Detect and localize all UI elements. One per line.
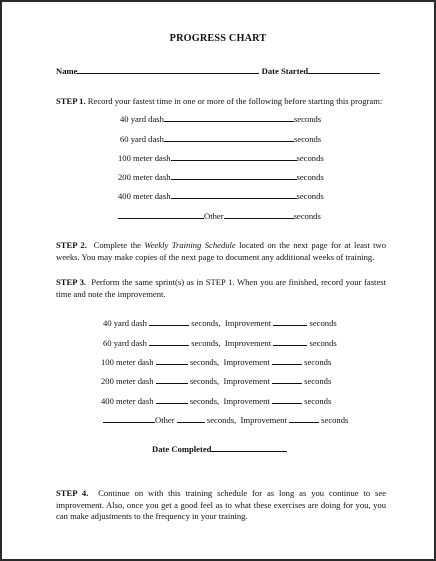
step1-time-field[interactable]: [171, 172, 297, 180]
step3-improvement-field[interactable]: [273, 338, 307, 346]
step4-label: STEP 4.: [56, 488, 89, 498]
step1-time-field[interactable]: [224, 211, 294, 219]
step3-improvement-label: Improvement: [223, 376, 270, 386]
step3-time-field[interactable]: [149, 318, 189, 326]
step1-row: [120, 134, 321, 144]
step3-row: [101, 357, 331, 367]
step3-unit: seconds: [309, 318, 337, 328]
step3-unit: seconds: [304, 357, 332, 367]
step3-paragraph: [56, 277, 386, 300]
page-title: PROGRESS CHART: [169, 33, 267, 44]
step1-row: [118, 211, 321, 221]
step3-time-field[interactable]: [156, 396, 188, 404]
step3-unit: seconds: [304, 376, 332, 386]
step3-improvement-label: Improvement: [224, 338, 272, 348]
step2-label: STEP 2.: [56, 240, 87, 250]
step3-row-label: 100 meter dash: [101, 357, 154, 367]
step4-text: Continue on with this training schedule for as long as you continue to see improvement. Also, once you get a good feel as to what these exercises are doing for you, you can make adjustments to the frequency in your training.: [56, 488, 387, 521]
step1-row-label: 200 meter dash: [118, 172, 171, 182]
weekly-training-schedule-ref: Weekly Training Schedule: [144, 240, 236, 250]
step3-seconds-label: seconds,: [206, 415, 237, 425]
step3-label: STEP 3.: [56, 277, 87, 287]
step3-improvement-field[interactable]: [289, 415, 319, 423]
step3-row: [103, 415, 348, 425]
date-completed-label: Date Completed: [152, 444, 212, 454]
step2-paragraph: [56, 240, 386, 263]
step1-row: [118, 153, 324, 163]
step1-row-unit: seconds: [293, 134, 322, 144]
step3-row: [101, 396, 331, 406]
step3-row: [103, 318, 337, 328]
step3-time-field[interactable]: [149, 338, 189, 346]
step3-other-name-field[interactable]: [103, 415, 155, 423]
date-started-label: Date Started: [261, 66, 309, 76]
step1-row-unit: seconds: [296, 191, 324, 201]
header-row: [56, 66, 380, 76]
step1-time-field[interactable]: [171, 191, 297, 199]
step3-unit: seconds: [309, 338, 337, 348]
step3-seconds-label: seconds,: [191, 318, 221, 328]
step1-row-label: Other: [204, 211, 224, 221]
step3-improvement-field[interactable]: [273, 318, 307, 326]
step3-time-field[interactable]: [177, 415, 205, 423]
step1-row-unit: seconds: [293, 211, 321, 221]
step3-row: [101, 376, 331, 386]
step1-row-label: 40 yard dash: [120, 114, 164, 124]
step1-row-label: 400 meter dash: [118, 191, 171, 201]
step1-text: Record your fastest time in one or more of the following before starting this program:: [87, 96, 383, 106]
step3-improvement-field[interactable]: [272, 357, 302, 365]
step1-row: [118, 172, 324, 182]
step2-text: Complete the: [93, 240, 145, 250]
step1-other-name-field[interactable]: [118, 211, 204, 219]
step3-improvement-label: Improvement: [224, 318, 272, 328]
step3-seconds-label: seconds,: [189, 357, 220, 367]
date-started-field[interactable]: [308, 66, 380, 74]
step3-improvement-field[interactable]: [272, 396, 302, 404]
step1-time-field[interactable]: [164, 134, 294, 142]
step3-time-field[interactable]: [156, 357, 188, 365]
step1-instruction: [56, 97, 382, 106]
name-field[interactable]: [77, 66, 259, 74]
step1-label: STEP 1.: [56, 96, 86, 106]
step1-row: [120, 114, 321, 124]
date-completed-row: [152, 444, 287, 454]
step3-row-label: 200 meter dash: [101, 376, 154, 386]
step4-paragraph: [56, 488, 386, 523]
step1-time-field[interactable]: [164, 114, 294, 122]
step2-text: located on the next page for at least two weeks. You may make copies of the next page to document any additional weeks of training.: [56, 240, 386, 262]
step1-row-label: 60 yard dash: [120, 134, 164, 144]
step3-row-label: 60 yard dash: [103, 338, 147, 348]
step3-row-label: Other: [155, 415, 175, 425]
step3-unit: seconds: [304, 396, 332, 406]
step3-text: Perform the same sprint(s) as in STEP 1. When you are finished, record your fastest time and note the improvement.: [56, 277, 386, 299]
step1-row-unit: seconds: [296, 153, 324, 163]
step1-row-unit: seconds: [293, 114, 322, 124]
step3-seconds-label: seconds,: [189, 376, 220, 386]
step3-improvement-field[interactable]: [272, 376, 302, 384]
step3-improvement-label: Improvement: [223, 357, 270, 367]
step1-row: [118, 191, 324, 201]
step3-seconds-label: seconds,: [189, 396, 220, 406]
step1-row-unit: seconds: [296, 172, 324, 182]
name-label: Name: [56, 66, 78, 76]
date-completed-field[interactable]: [211, 444, 287, 452]
step1-time-field[interactable]: [171, 153, 297, 161]
step3-improvement-label: Improvement: [223, 396, 270, 406]
step3-row-label: 400 meter dash: [101, 396, 154, 406]
step3-row: [103, 338, 337, 348]
step3-seconds-label: seconds,: [191, 338, 221, 348]
step3-unit: seconds: [321, 415, 349, 425]
step1-row-label: 100 meter dash: [118, 153, 171, 163]
step3-row-label: 40 yard dash: [103, 318, 147, 328]
step3-improvement-label: Improvement: [240, 415, 287, 425]
step3-time-field[interactable]: [156, 376, 188, 384]
